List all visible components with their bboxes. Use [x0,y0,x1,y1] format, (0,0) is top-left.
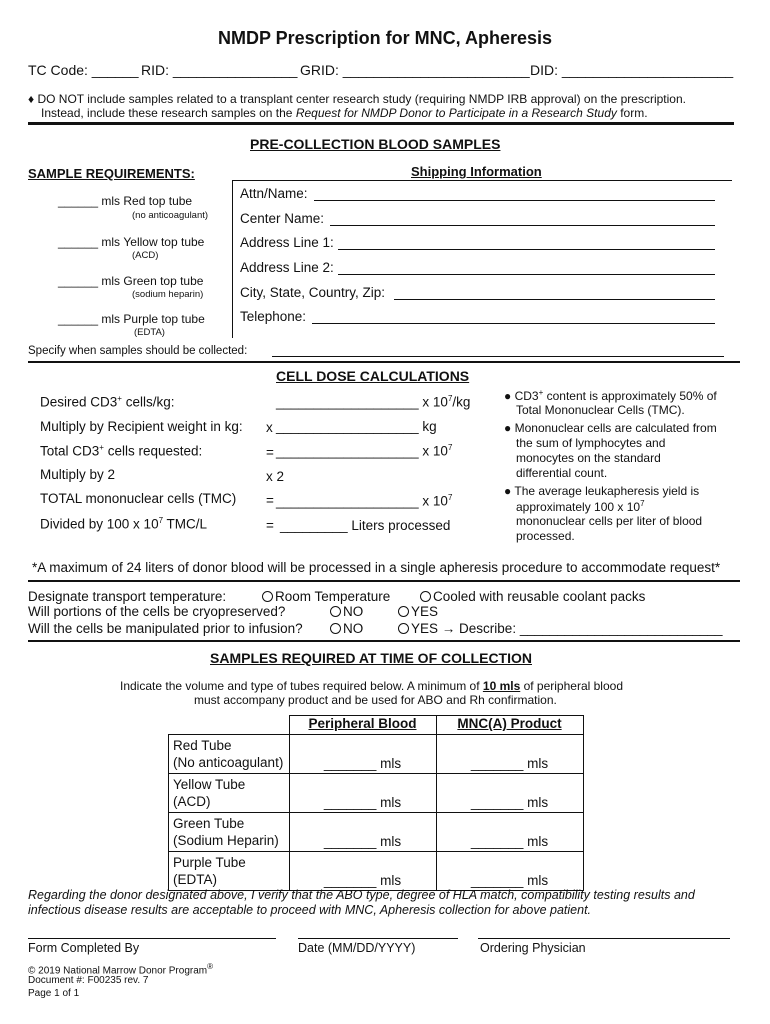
divider-1 [28,122,734,125]
option-label: Room Temperature [275,589,391,604]
max-liters-note: *A maximum of 24 liters of donor blood will be processed in a single apheresis procedure to accommodate request* [32,560,721,575]
cryo-yes-option[interactable] [398,604,438,619]
room-temp-radio-icon[interactable] [262,591,273,602]
room-temp-option[interactable] [262,589,390,604]
describe-field[interactable]: Describe: ___________________________ [459,621,723,636]
did-field[interactable]: DID: ______________________ [530,62,734,78]
option-label: Cooled with reusable coolant packs [433,589,646,604]
cooled-radio-icon[interactable] [420,591,431,602]
tube-blank[interactable]: ______ mls [58,235,121,249]
notice-text-2-end: form. [616,106,648,120]
total-cd3-label [40,443,202,459]
total-cd3-op: = [266,445,274,460]
attestation-line-2: infectious disease results are acceptable to proceed with MNC, Apheresis collection for above patient. [28,903,592,917]
row-blank[interactable]: ___________________ [276,419,419,434]
manipulated-label: Will the cells be manipulated prior to infusion? [28,621,303,636]
mnc-product-header: MNC(A) Product [436,716,583,735]
cryo-no-radio-icon[interactable] [330,606,341,617]
desired-cd3-value[interactable] [276,394,470,410]
instr-text: of peripheral blood [520,679,623,693]
recipient-weight-op: x [266,420,273,435]
address-2-input[interactable] [338,274,715,275]
min-volume: 10 mls [482,679,521,693]
note-text: content is approximately 50% of [543,389,717,403]
page-title: NMDP Prescription for MNC, Apheresis [217,28,553,48]
row-unit: x 10 [418,394,448,410]
copyright-text: © 2019 National Marrow Donor Program [28,965,208,977]
peripheral-blood-cell[interactable]: _______ mls [289,735,436,774]
notice-line-2 [41,106,648,120]
center-name-label: Center Name: [240,211,325,226]
page-number: Page 1 of 1 [28,988,80,999]
mnc-product-cell[interactable]: _______ mls [436,813,583,852]
note-3-cont-3: processed. [516,529,575,543]
row-sup: + [117,394,122,403]
row-unit: Liters processed [347,518,451,533]
note-1-cont: Total Mononuclear Cells (TMC). [516,403,685,417]
note-text: The average leukapheresis yield is [514,484,700,498]
peripheral-blood-cell[interactable]: _______ mls [289,813,436,852]
shipping-box-left-border [232,180,233,338]
attestation-line-1: Regarding the donor designated above, I verify that the ABO type, degree of HLA match, compatibility testing results and [28,888,695,902]
total-tmc-label: TOTAL mononuclear cells (TMC) [40,491,237,506]
mnc-product-cell[interactable]: _______ mls [436,735,583,774]
row-text: Total CD3 [40,443,100,459]
option-label: YES [411,621,439,636]
specify-collection-input[interactable] [272,356,724,357]
transport-temp-label: Designate transport temperature: [28,589,227,604]
divider-3 [28,580,740,582]
multiply-by-2-label: Multiply by 2 [40,467,116,482]
diamond-bullet-icon: ♦ [28,92,35,106]
total-tmc-op: = [266,493,274,508]
notice-line-1 [28,92,686,106]
total-tmc-value[interactable] [276,493,452,509]
tube-blank[interactable]: ______ mls [58,312,121,326]
collection-instructions-1 [120,679,623,693]
tube-label-line: (No anticoagulant) [173,755,284,770]
mnc-product-cell[interactable]: _______ mls [436,774,583,813]
table-row [169,774,584,813]
option-label: NO [343,621,364,636]
instr-text: Indicate the volume and type of tubes required below. A minimum of [120,679,483,693]
note-2: ● Mononuclear cells are calculated from [504,421,717,435]
tube-note: (no anticoagulant) [132,210,209,221]
tube-purple [58,312,205,326]
notice-text-2: Instead, include these research samples on the [41,106,296,120]
option-label: YES [411,604,439,619]
tube-label [169,852,290,891]
city-state-input[interactable] [394,299,715,300]
divider-2 [28,361,740,363]
date-line[interactable] [298,938,458,939]
city-state-label: City, State, Country, Zip: [240,285,386,300]
grid-field[interactable]: GRID: ________________________ [300,62,530,78]
row-text: Desired CD3 [40,394,118,410]
collection-instructions-2: must accompany product and be used for ABO and Rh confirmation. [194,693,557,707]
document-number: Document #: F00235 rev. 7 [28,975,149,986]
note-2-cont-3: differential count. [516,466,608,480]
row-unit: /kg [452,394,471,410]
collection-heading: SAMPLES REQUIRED AT TIME OF COLLECTION [210,650,532,666]
research-form-name: Request for NMDP Donor to Participate in a Research Study [295,106,617,120]
row-sup: 7 [447,493,453,502]
address-1-input[interactable] [338,249,715,250]
attn-label: Attn/Name: [240,186,308,201]
manip-no-radio-icon[interactable] [330,623,341,634]
table-row [169,813,584,852]
total-cd3-value[interactable] [276,443,452,459]
note-text: CD3 [514,389,539,403]
note-3: ● The average leukapheresis yield is [504,484,700,498]
tube-green [58,274,203,288]
note-sup: 7 [640,499,645,508]
recipient-weight-label: Multiply by Recipient weight in kg: [40,419,243,434]
tube-name: Green top tube [123,274,204,288]
peripheral-blood-header: Peripheral Blood [289,716,436,735]
manip-yes-radio-icon[interactable] [398,623,409,634]
row-blank[interactable]: ___________________ [276,493,419,509]
table-row [169,852,584,891]
tube-label-line: Green Tube [173,816,245,831]
center-name-input[interactable] [330,225,715,226]
row-sup: 7 [447,394,453,403]
row-unit: x 10 [418,493,448,509]
note-2-cont-1: the sum of lymphocytes and [516,436,666,450]
row-text: cells requested: [103,443,203,459]
note-3-cont-1 [516,499,645,514]
note-text: Mononuclear cells are calculated from [514,421,717,435]
liters-processed-value[interactable] [280,518,450,533]
tube-red [58,194,192,208]
recipient-weight-value[interactable] [276,419,437,434]
tube-name: Red top tube [123,194,193,208]
tc-code-field[interactable]: TC Code: ______ [28,62,139,78]
mnc-product-cell[interactable]: _______ mls [436,852,583,891]
table-header-row [169,716,584,735]
tube-note: (sodium heparin) [132,289,204,300]
telephone-input[interactable] [312,323,715,324]
peripheral-blood-cell[interactable]: _______ mls [289,774,436,813]
cryo-yes-radio-icon[interactable] [398,606,409,617]
tube-label-line: Yellow Tube [173,777,246,792]
cryopreserved-label: Will portions of the cells be cryopreserved? [28,604,286,619]
manip-yes-option[interactable] [398,621,723,636]
divided-by-op: = [266,518,274,533]
tube-name: Purple top tube [123,312,205,326]
tube-note: (EDTA) [134,327,165,338]
tube-label-line: (ACD) [173,794,211,809]
row-text: cells/kg: [121,394,175,410]
tube-label [169,813,290,852]
note-2-cont-2: monocytes on the standard [516,451,661,465]
specify-collection-label: Specify when samples should be collected: [28,345,248,357]
tube-label-line: Purple Tube [173,855,246,870]
row-blank[interactable]: ___________________ [276,443,419,459]
divider-4 [28,640,740,642]
ordering-physician-line[interactable] [478,938,730,939]
cryo-no-option[interactable] [330,604,363,619]
option-label: NO [343,604,364,619]
cooled-option[interactable] [420,589,645,604]
collection-tubes-table [168,715,584,891]
note-text: approximately 100 x 10 [516,500,641,514]
note-1: ● CD3+ content is approximately 50% of [504,388,717,403]
tube-label-line: (Sodium Heparin) [173,833,279,848]
multiply-by-2-op: x 2 [266,469,285,484]
arrow-right-icon: → [441,621,456,636]
ordering-physician-label: Ordering Physician [480,941,586,955]
tube-note: (ACD) [132,250,159,261]
sample-requirements-heading: SAMPLE REQUIREMENTS: [28,166,195,181]
tube-blank[interactable]: ______ mls [58,194,121,208]
rid-field[interactable]: RID: ________________ [141,62,298,78]
tube-label [169,735,290,774]
row-blank[interactable]: ___________________ [276,394,419,410]
tube-label-line: Red Tube [173,738,232,753]
tube-label-line: (EDTA) [173,872,217,887]
divided-by-label [40,516,207,532]
row-sup: 7 [447,443,453,452]
row-blank[interactable]: _________ [280,518,348,533]
address-2-label: Address Line 2: [240,260,334,275]
peripheral-blood-cell[interactable]: _______ mls [289,852,436,891]
address-1-label: Address Line 1: [240,235,334,250]
tube-yellow [58,235,204,249]
row-unit: x 10 [418,443,448,459]
table-corner [169,716,290,735]
tube-blank[interactable]: ______ mls [58,274,121,288]
tube-label [169,774,290,813]
precollection-heading: PRE-COLLECTION BLOOD SAMPLES [250,136,501,152]
row-unit: kg [418,419,437,434]
shipping-box-top-border [232,180,732,181]
row-text: Divided by 100 x 10 [40,516,159,532]
manip-no-option[interactable] [330,621,363,636]
row-sup: 7 [158,516,164,525]
row-text: TMC/L [163,516,208,532]
date-label: Date (MM/DD/YYYY) [298,941,416,955]
cell-dose-heading: CELL DOSE CALCULATIONS [276,368,470,384]
tube-name: Yellow top tube [123,235,205,249]
form-completed-by-line[interactable] [28,938,276,939]
form-completed-by-label: Form Completed By [28,941,140,955]
table-row [169,735,584,774]
shipping-info-heading: Shipping Information [411,164,542,179]
notice-text-1: DO NOT include samples related to a transplant center research study (requiring NMDP IRB approval) on the prescription. [37,92,686,106]
row-sup: + [99,443,104,452]
note-sup: + [538,388,544,397]
desired-cd3-label [40,394,174,410]
registered-mark: ® [207,962,214,971]
attn-input[interactable] [314,200,715,201]
note-3-cont-2: mononuclear cells per liter of blood [516,514,703,528]
telephone-label: Telephone: [240,309,307,324]
